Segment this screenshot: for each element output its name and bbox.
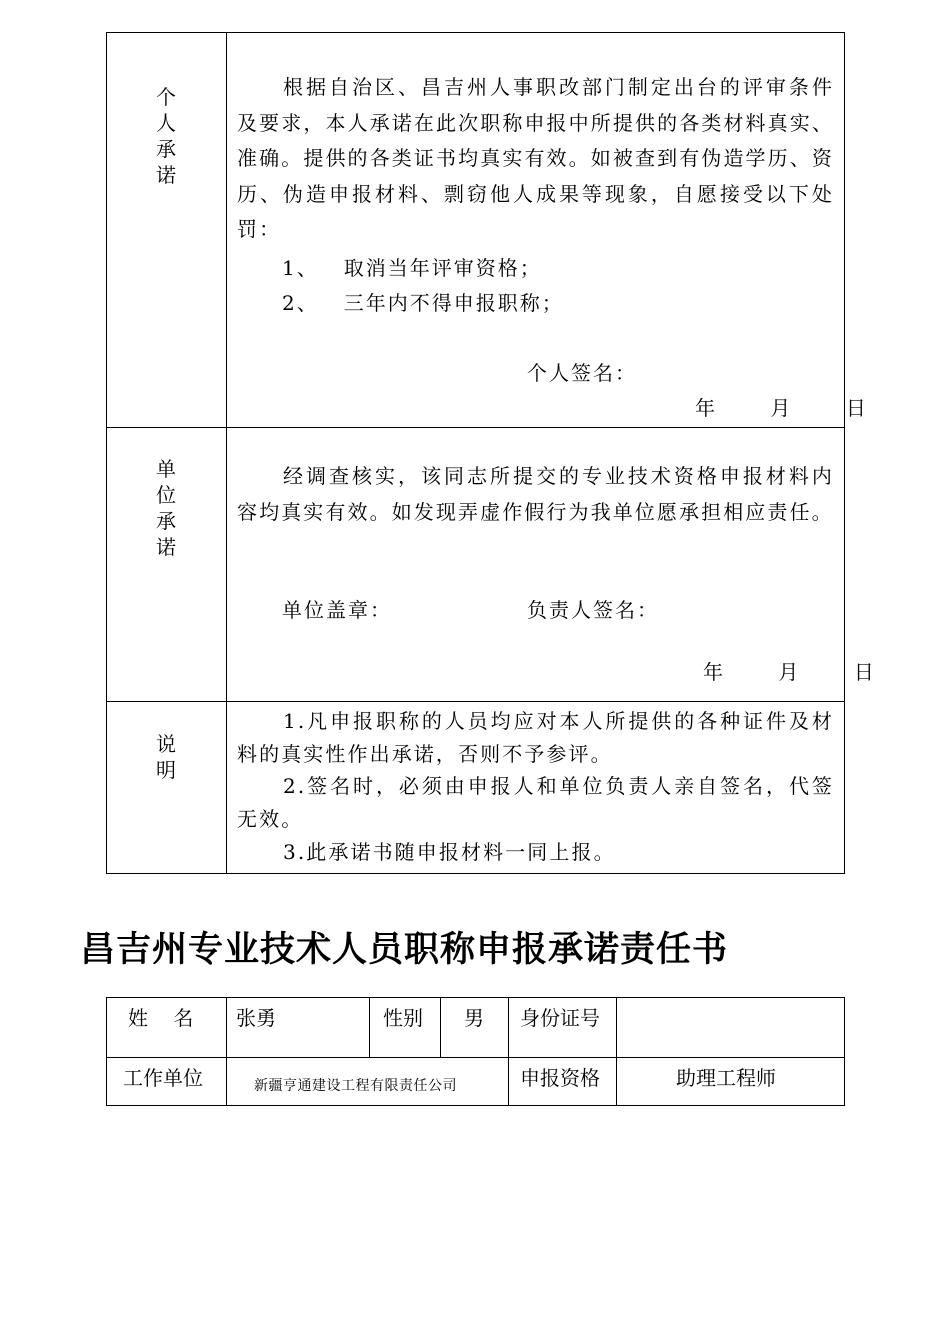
label-char: 人: [156, 111, 176, 135]
notes-item-2: 2.签名时，必须由申报人和单位负责人亲自签名，代签无效。: [237, 774, 834, 831]
label-char: 说: [156, 732, 176, 756]
name-label: 姓 名: [128, 1006, 194, 1030]
qualification-label: 申报资格: [520, 1066, 600, 1090]
table-column-divider: [226, 997, 227, 1106]
table-row-divider: [106, 427, 845, 428]
personal-signature-label: 个人签名：: [527, 361, 637, 385]
label-char: 个: [156, 85, 176, 109]
table-column-divider: [369, 997, 370, 1057]
unit-commitment-text: 经调查核实，该同志所提交的专业技术资格申报材料内容均真实有效。如发现弄虚作假行为我单位愿承担相应责任。: [237, 464, 834, 524]
gender-value: 男: [464, 1006, 484, 1030]
id-number-label: 身份证号: [520, 1006, 600, 1030]
table-column-divider: [508, 997, 509, 1106]
personal-commitment-text: 根据自治区、昌吉州人事职改部门制定出台的评审条件及要求，本人承诺在此次职称申报中所提供的各类材料真实、准确。提供的各类证书均真实有效。如被查到有伪造学历、资历、伪造申报材料、剽窃他人成果等现象，自愿接受以下处罚：: [237, 75, 834, 241]
label-char: 单: [156, 457, 176, 481]
unit-commitment-label: [151, 456, 181, 560]
qualification-value: 助理工程师: [676, 1066, 776, 1090]
label-char: 明: [156, 758, 176, 782]
label-char: 诺: [156, 535, 176, 559]
label-char: 诺: [156, 163, 176, 187]
unit-seal-label: 单位盖章：: [282, 598, 392, 622]
table-column-divider: [226, 32, 227, 874]
table-column-divider: [440, 997, 441, 1057]
penalty-item-1: 1、 取消当年评审资格；: [282, 256, 542, 280]
document-title: 昌吉州专业技术人员职称申报承诺责任书: [80, 930, 729, 970]
notes-label: [151, 731, 181, 783]
personal-commitment-label: [151, 84, 181, 188]
table-row-divider: [106, 701, 845, 702]
unit-date: 年 月 日: [703, 660, 880, 684]
notes-item-3: 3.此承诺书随申报材料一同上报。: [283, 840, 616, 864]
label-char: 承: [156, 137, 176, 161]
label-char: 承: [156, 509, 176, 533]
label-char: 位: [156, 483, 176, 507]
notes-item-1: 1.凡申报职称的人员均应对本人所提供的各种证件及材料的真实性作出承诺，否则不予参评。: [237, 709, 834, 766]
name-value: 张勇: [236, 1006, 276, 1030]
table-row-divider: [106, 1057, 845, 1058]
gender-label: 性别: [383, 1006, 423, 1030]
table-column-divider: [616, 997, 617, 1106]
employer-value: 新疆亨通建设工程有限责任公司: [254, 1078, 457, 1094]
personal-date: 年 月 日: [695, 396, 872, 420]
leader-signature-label: 负责人签名：: [527, 598, 659, 622]
employer-label: 工作单位: [123, 1066, 203, 1090]
penalty-item-2: 2、 三年内不得申报职称；: [282, 291, 564, 315]
